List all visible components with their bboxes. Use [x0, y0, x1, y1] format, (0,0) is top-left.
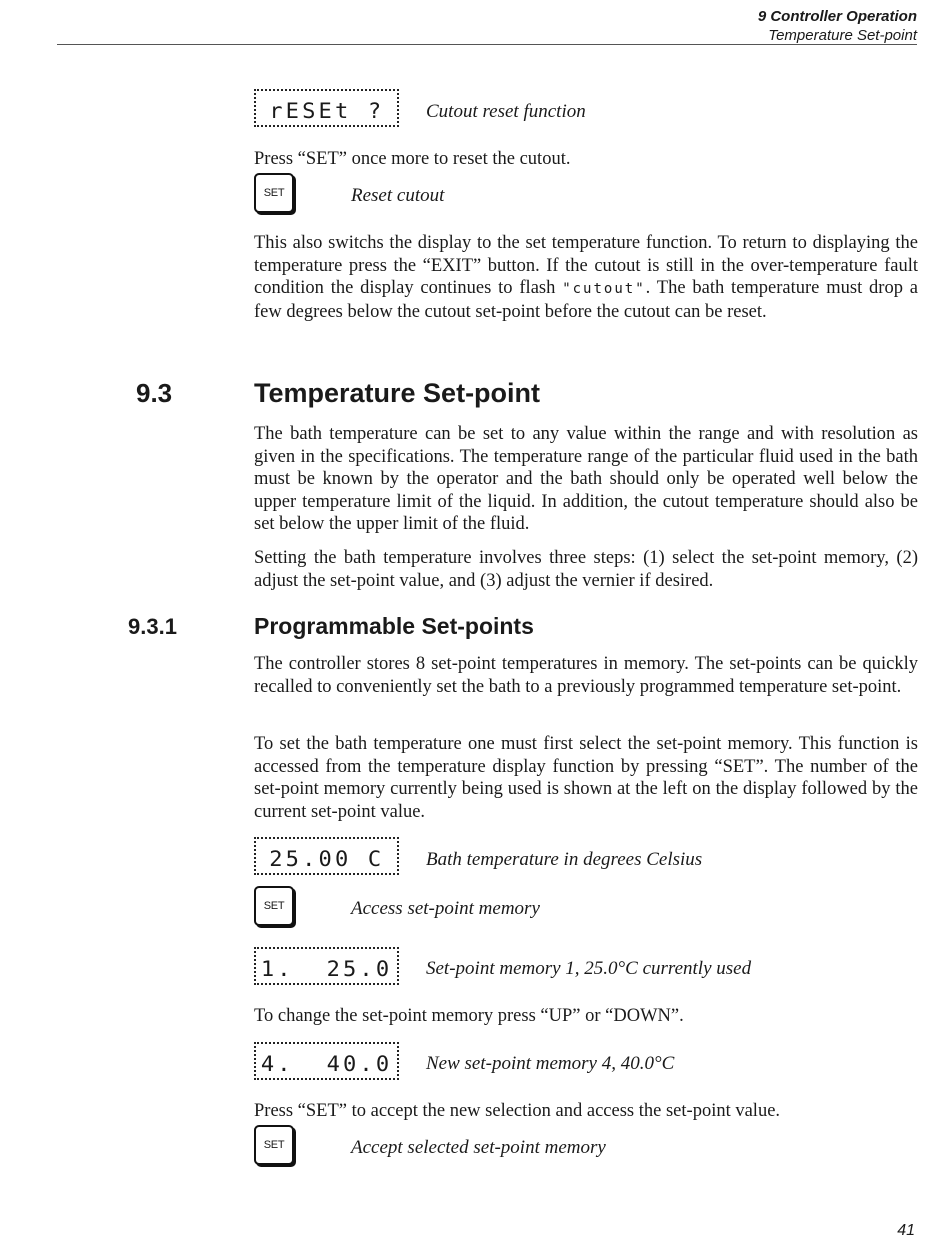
- lcd-caption-reset: Cutout reset function: [426, 101, 586, 122]
- set-key-button: [254, 1125, 294, 1165]
- paragraph-three-steps: Setting the bath temperature involves three steps: (1) select the set-point memory, (2) adjust the set-point value, and (3) adjust the vernier if desired.: [254, 548, 918, 591]
- key-caption-accept-memory: Accept selected set-point memory: [351, 1137, 606, 1158]
- section-number: 9.3: [136, 378, 173, 408]
- lcd-text: 25.00 C: [268, 847, 384, 871]
- set-key-button: [254, 886, 294, 926]
- lcd-display-memory-1: [254, 947, 399, 985]
- lcd-caption-bath-temp: Bath temperature in degrees Celsius: [426, 849, 703, 870]
- paragraph-bath-set: The bath temperature can be set to any value within the range and with resolution as given in the specifications. The temperature range of the particular fluid used in the bath must be known by the operator and the bath should only be operated well below the upper temperature limit of the liquid. In addition, the cutout temperature should also be set below the upper limit of the fluid.: [254, 424, 918, 535]
- key-caption-access-memory: Access set-point memory: [351, 898, 540, 919]
- running-header: [758, 7, 917, 45]
- lcd-display-memory-4: [254, 1042, 399, 1080]
- para-text: . The bath temperature must drop a few degrees below the cutout set-point before the cutout can be reset.: [254, 278, 918, 322]
- lcd-text: rESEt ?: [268, 99, 384, 123]
- paragraph-to-set: To set the bath temperature one must first select the set-point memory. This function is accessed from the temperature display function by pressing “SET”. The number of the set-point memory currently being used is shown at the left on the display followed by the current set-point value.: [254, 734, 918, 822]
- lcd-display-bath-temp: [254, 837, 399, 875]
- lcd-text: 1. 25.0: [260, 957, 393, 981]
- paragraph-change-memory: To change the set-point memory press “UP” or “DOWN”.: [254, 1006, 684, 1026]
- lcd-caption-memory-4: New set-point memory 4, 40.0°C: [426, 1053, 675, 1074]
- set-key-button: [254, 173, 294, 213]
- section-title: Temperature Set-point: [768, 27, 917, 44]
- section-heading: Temperature Set-point: [254, 378, 541, 408]
- paragraph-press-set-once: Press “SET” once more to reset the cutout.: [254, 149, 571, 169]
- key-label: SET: [263, 900, 285, 912]
- subsection-number: 9.3.1: [128, 614, 177, 639]
- page-number: 41: [897, 1222, 915, 1239]
- key-label: SET: [263, 187, 285, 199]
- paragraph-press-set-accept: Press “SET” to accept the new selection and access the set-point value.: [254, 1101, 781, 1121]
- header-rule: [57, 44, 917, 45]
- para-text: This also switchs the display to the set temperature function. To return to displaying the temperature press the “EXIT” button. If the cutout is still in the over-temperature fault condition the display continues to flash: [254, 233, 918, 299]
- paragraph-switch-display: [254, 232, 918, 323]
- subsection-heading: Programmable Set-points: [254, 613, 534, 639]
- lcd-text: 4. 40.0: [260, 1052, 393, 1076]
- key-label: SET: [263, 1139, 285, 1151]
- inline-lcd-text: "cutout": [562, 281, 646, 298]
- lcd-caption-memory-1: Set-point memory 1, 25.0°C currently used: [426, 958, 752, 979]
- paragraph-stores: The controller stores 8 set-point temperatures in memory. The set-points can be quickly recalled to conveniently set the bath to a previously programmed temperature set-point.: [254, 654, 918, 697]
- key-caption-reset-cutout: Reset cutout: [351, 185, 445, 206]
- chapter-title: 9 Controller Operation: [757, 8, 917, 25]
- lcd-display-reset: [254, 89, 399, 127]
